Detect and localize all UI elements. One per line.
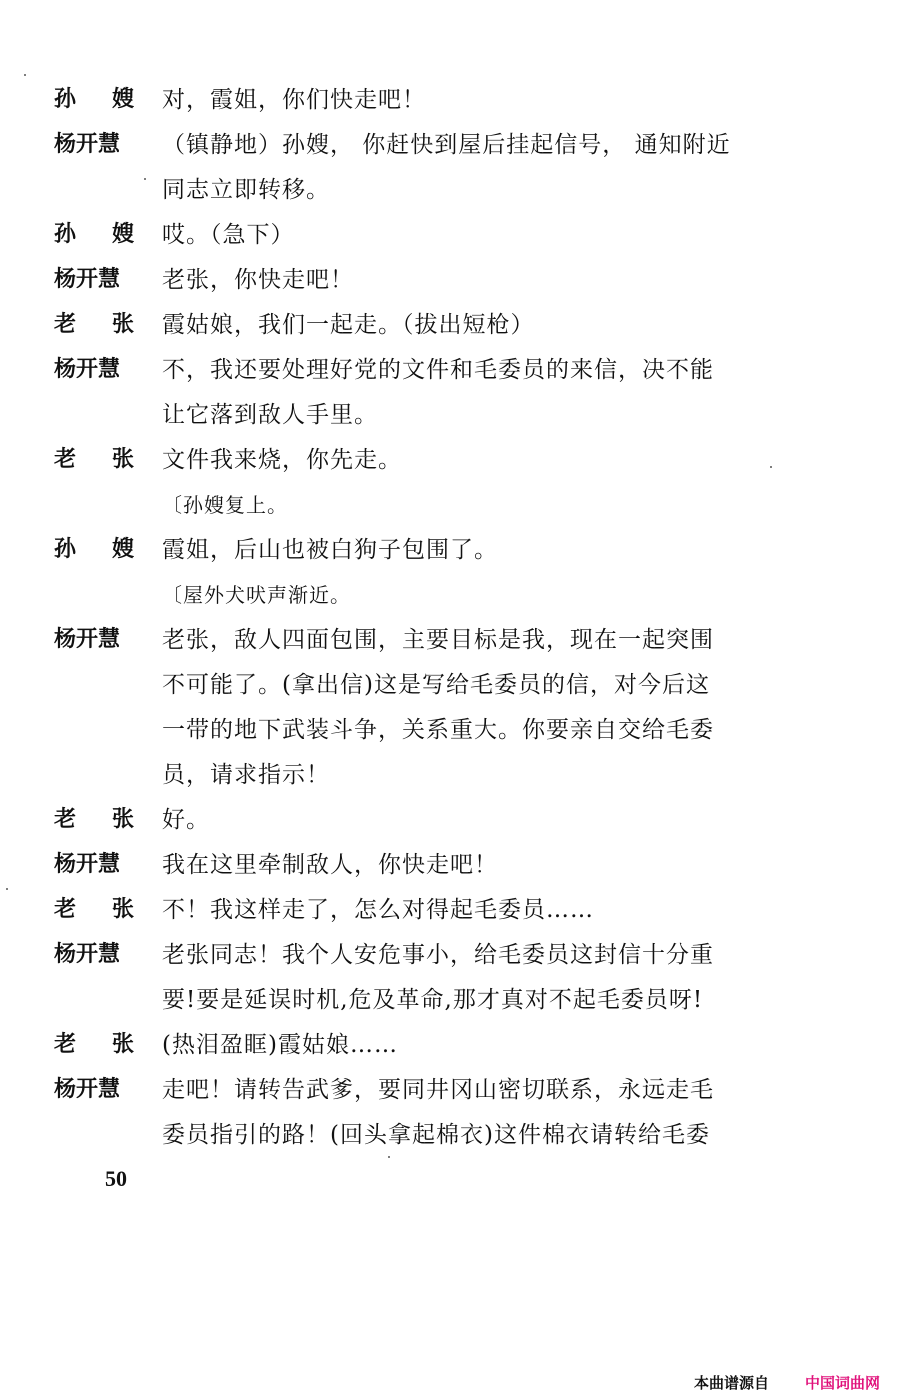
speaker-name-part: 杨开慧 [54,267,121,292]
dialogue-text: 员，请求指示！ [162,762,330,788]
speaker-name-part: 老 [54,312,77,337]
stage-direction-line [0,580,900,624]
speaker-name-part: 张 [111,897,134,922]
dialogue-text: 不可能了。(拿出信)这是写给毛委员的信，对今后这 [162,672,710,698]
dialogue-text: 老张，敌人四面包围，主要目标是我，现在一起突围 [162,627,714,653]
speaker-name-part: 嫂 [111,87,134,112]
scan-speck [6,888,8,890]
dialogue-line [0,130,900,174]
dialogue-text: 霞姐，后山也被白狗子包围了。 [162,537,498,563]
page-number: 50 [105,1166,127,1191]
footer-source-label: 本曲谱源自 [694,1374,770,1392]
dialogue-text: 文件我来烧，你先走。 [162,447,402,473]
dialogue-text: (热泪盈眶)霞姑娘…… [162,1032,398,1058]
dialogue-line [0,850,900,894]
dialogue-line [0,355,900,399]
speaker-name-part: 张 [111,312,134,337]
dialogue-line [0,220,900,264]
dialogue-text: 老张，你快走吧！ [162,267,354,293]
speaker-name-part: 孙 [54,537,77,562]
scan-speck [144,178,146,180]
dialogue-text: 要!要是延误时机,危及革命,那才真对不起毛委员呀! [162,987,704,1013]
dialogue-line [0,85,900,129]
dialogue-text: （镇静地）孙嫂， 你赶快到屋后挂起信号， 通知附近 [162,132,731,158]
footer-site-link[interactable]: 中国词曲网 [805,1374,881,1392]
speaker-name [54,265,134,295]
stage-direction-text: 〔屋外犬吠声渐近。 [162,583,351,607]
dialogue-line [0,1030,900,1074]
speaker-name [54,940,134,970]
speaker-name [54,850,134,880]
stage-direction-text: 〔孙嫂复上。 [162,493,288,517]
dialogue-line [0,265,900,309]
dialogue-text: 我在这里牵制敌人，你快走吧！ [162,852,498,878]
dialogue-continuation-line [0,1120,900,1164]
speaker-name [54,220,134,250]
dialogue-text: 不，我还要处理好党的文件和毛委员的来信，决不能 [162,357,714,383]
dialogue-text: 走吧！请转告武爹，要同井冈山密切联系，永远走毛 [162,1077,714,1103]
dialogue-continuation-line [0,400,900,444]
dialogue-line [0,625,900,669]
scan-speck [388,1156,390,1158]
speaker-name [54,1030,134,1060]
speaker-name [54,85,134,115]
dialogue-text: 好。 [162,807,210,833]
speaker-name-part: 孙 [54,87,77,112]
dialogue-text: 老张同志！我个人安危事小，给毛委员这封信十分重 [162,942,714,968]
speaker-name [54,895,134,925]
dialogue-line [0,1075,900,1119]
speaker-name-part: 老 [54,807,77,832]
dialogue-continuation-line [0,175,900,219]
speaker-name-part: 杨开慧 [54,1077,121,1102]
speaker-name [54,310,134,340]
speaker-name [54,1075,134,1105]
scan-speck [24,74,26,76]
speaker-name [54,535,134,565]
speaker-name-part: 张 [111,807,134,832]
dialogue-line [0,445,900,489]
speaker-name-part: 老 [54,1032,77,1057]
dialogue-text: 不！我这样走了，怎么对得起毛委员…… [162,897,594,923]
dialogue-text: 霞姑娘，我们一起走。（拔出短枪） [162,312,535,338]
speaker-name-part: 孙 [54,222,77,247]
speaker-name-part: 杨开慧 [54,852,121,877]
dialogue-line [0,895,900,939]
speaker-name [54,805,134,835]
speaker-name [54,355,134,385]
speaker-name-part: 嫂 [111,222,134,247]
dialogue-text: 同志立即转移。 [162,177,330,203]
dialogue-line [0,310,900,354]
speaker-name-part: 老 [54,447,77,472]
speaker-name-part: 嫂 [111,537,134,562]
speaker-name-part: 杨开慧 [54,627,121,652]
dialogue-line [0,940,900,984]
dialogue-text: 委员指引的路！(回头拿起棉衣)这件棉衣请转给毛委 [162,1122,710,1148]
speaker-name-part: 张 [111,1032,134,1057]
dialogue-continuation-line [0,715,900,759]
dialogue-continuation-line [0,985,900,1029]
speaker-name [54,445,134,475]
speaker-name [54,130,134,160]
dialogue-text: 一带的地下武装斗争，关系重大。你要亲自交给毛委 [162,717,714,743]
speaker-name-part: 张 [111,447,134,472]
scan-speck [770,466,772,468]
speaker-name-part: 杨开慧 [54,942,121,967]
dialogue-line [0,805,900,849]
dialogue-line [0,535,900,579]
dialogue-text: 对，霞姐，你们快走吧！ [162,87,426,113]
speaker-name-part: 杨开慧 [54,132,121,157]
dialogue-continuation-line [0,670,900,714]
stage-direction-line [0,490,900,534]
speaker-name-part: 老 [54,897,77,922]
speaker-name [54,625,134,655]
dialogue-text: 让它落到敌人手里。 [162,402,378,428]
speaker-name-part: 杨开慧 [54,357,121,382]
dialogue-continuation-line [0,760,900,804]
dialogue-text: 哎。（急下） [162,222,295,248]
